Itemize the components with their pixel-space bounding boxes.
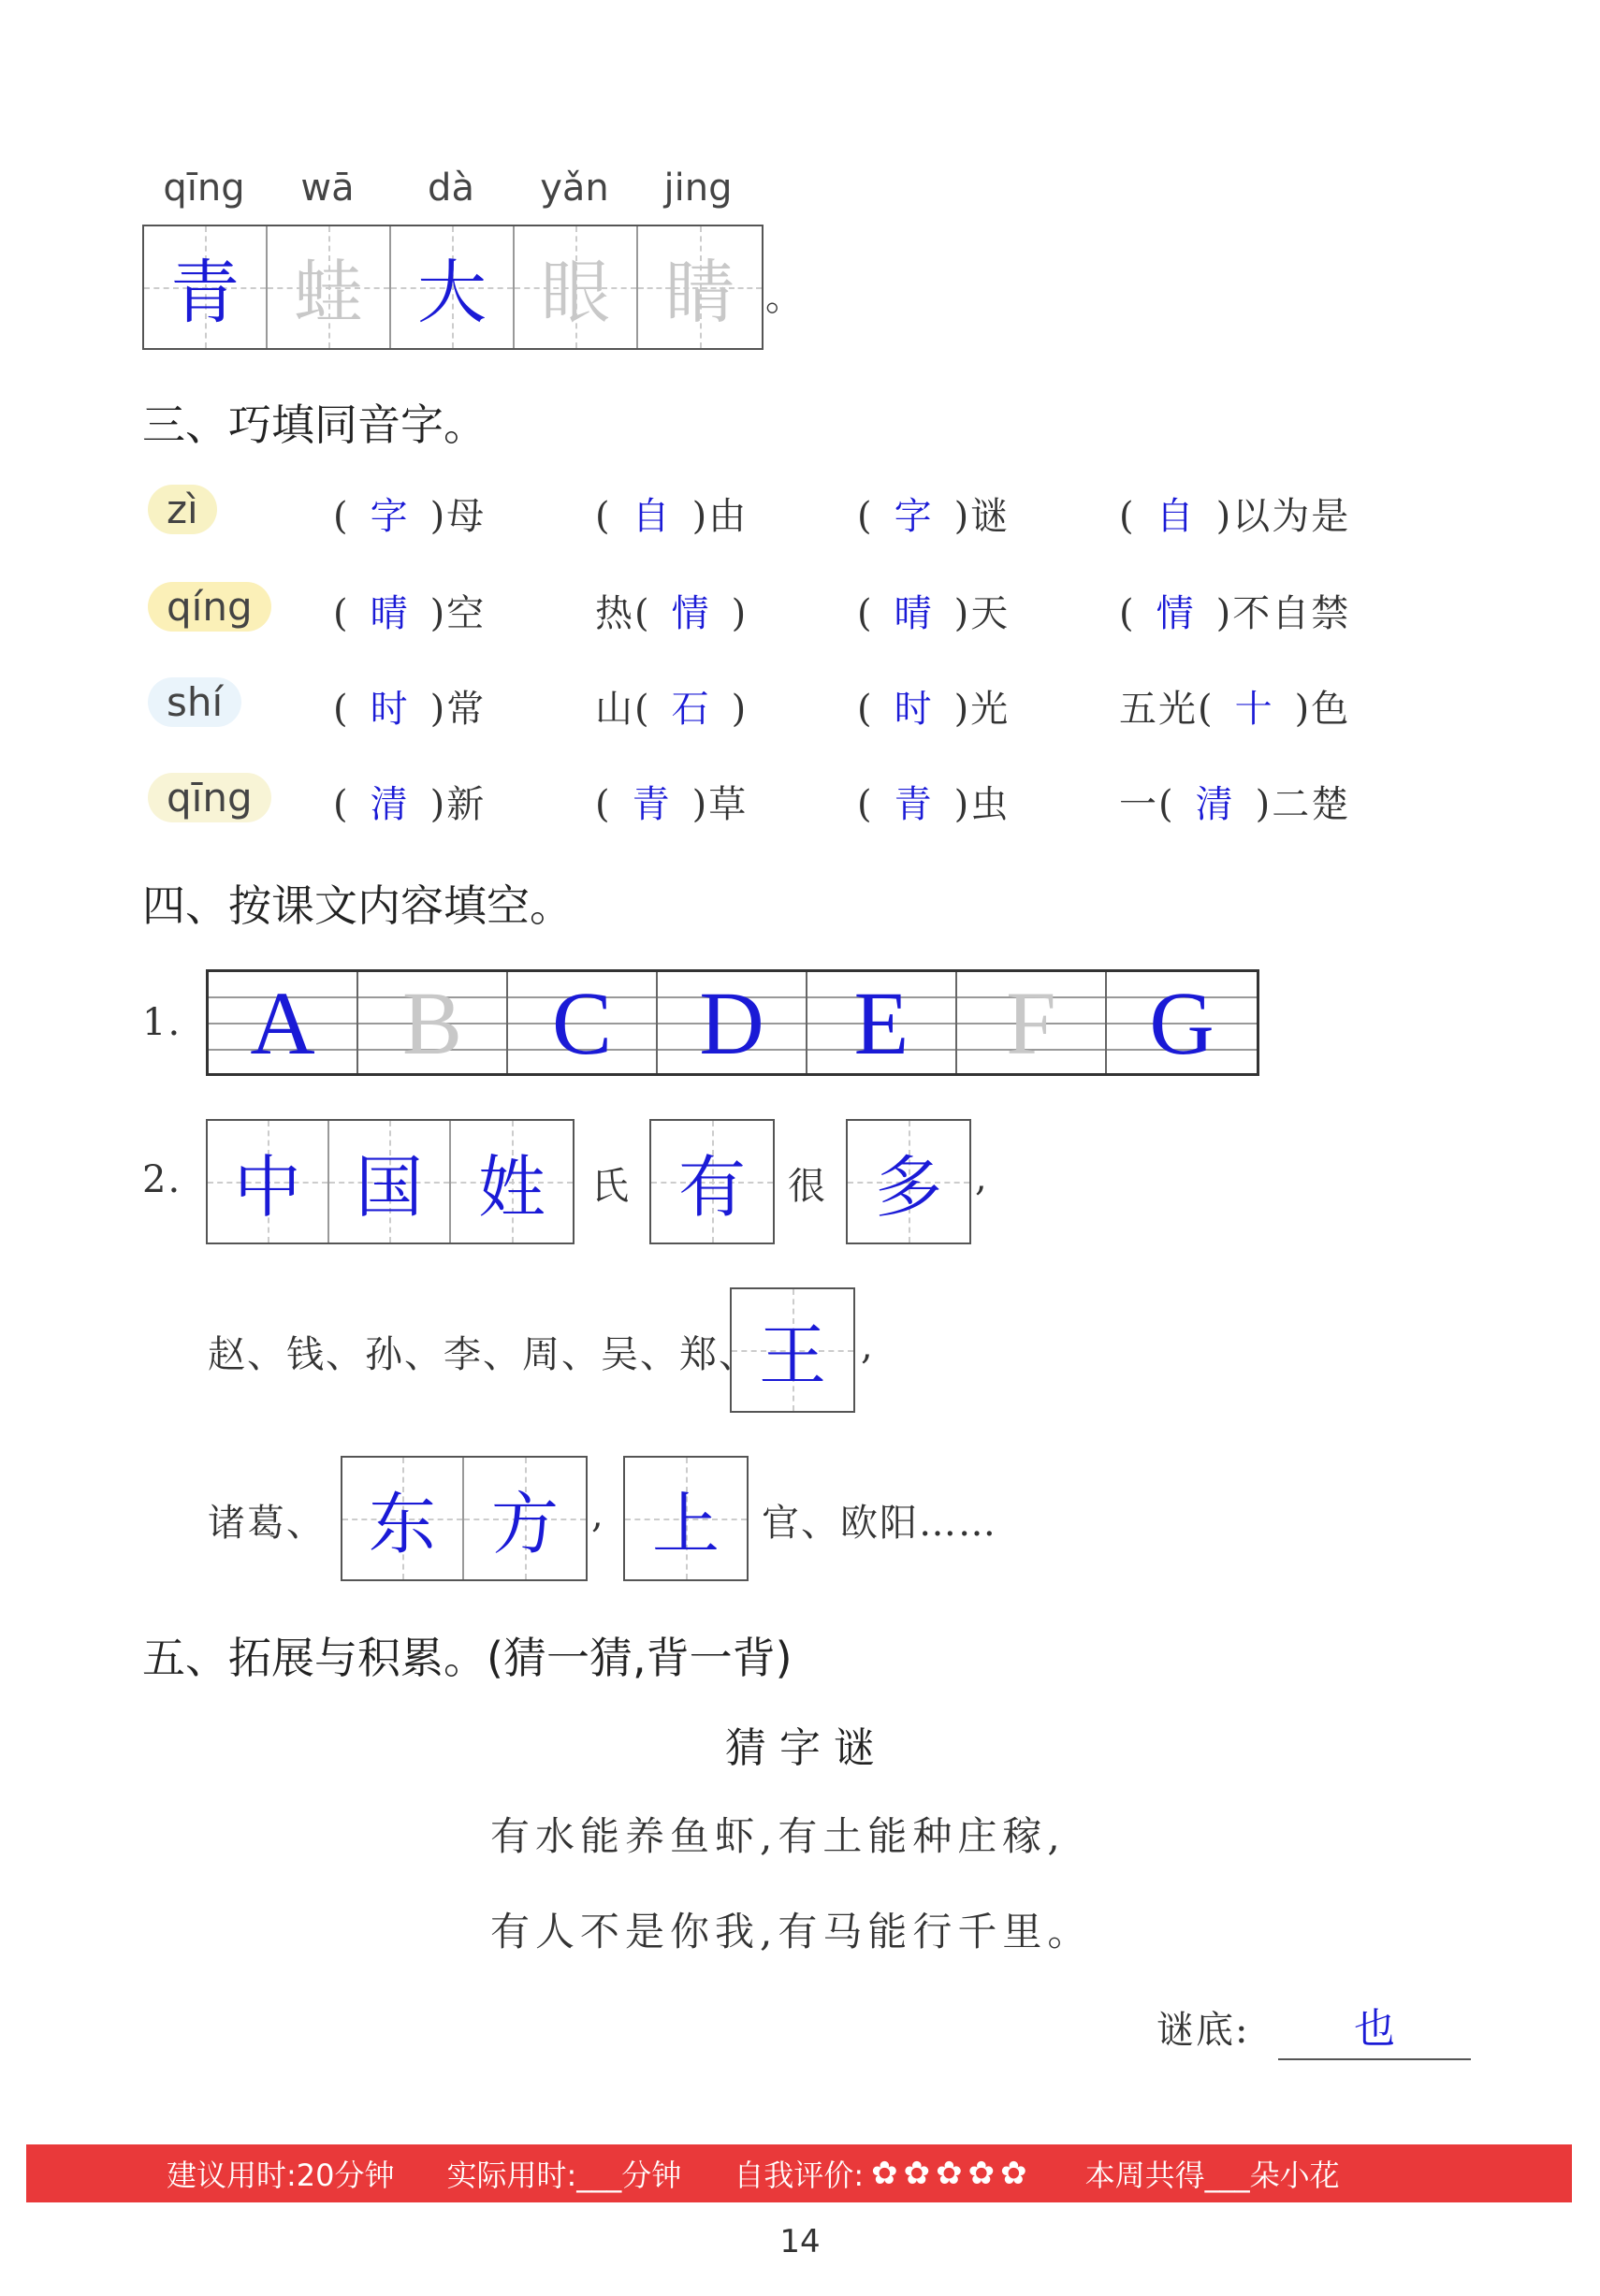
answer-blank[interactable]: 清 [1195, 783, 1235, 826]
grid-cell[interactable] [451, 1121, 573, 1242]
homophone-item [857, 775, 1010, 828]
grid-cell[interactable] [342, 1458, 464, 1579]
pinyin-1: qīng [163, 167, 245, 210]
grid-cell[interactable] [329, 1121, 451, 1242]
answer-blank[interactable]: 时 [894, 688, 934, 731]
q2-end: , [975, 1156, 989, 1199]
answer-blank[interactable]: 石 [671, 688, 711, 731]
section4-title: 四、按课文内容填空。 [142, 880, 573, 931]
pinyin-badge: zì [148, 485, 217, 534]
answer-blank[interactable]: 晴 [894, 592, 934, 635]
q4-post: 官、欧阳…… [762, 1502, 997, 1545]
item-prefix: 山( [595, 688, 651, 731]
homophone-item [595, 775, 748, 828]
grid-cell[interactable] [625, 1458, 747, 1579]
homophone-item [333, 679, 486, 733]
answer-label: 谜底: [1156, 2009, 1250, 2052]
homophone-item [857, 487, 1010, 540]
item-suffix: ) [731, 688, 749, 731]
item-prefix: ( [857, 688, 874, 731]
grid-cell[interactable] [144, 226, 268, 348]
letter: D [699, 972, 764, 1073]
flower-icon[interactable]: ✿ [936, 2155, 963, 2192]
homophone-item [1119, 487, 1350, 540]
item-suffix: )虫 [953, 783, 1011, 826]
grid-cell[interactable] [638, 226, 762, 348]
answer-field[interactable]: 也 [1278, 1995, 1471, 2060]
answer-blank[interactable]: 十 [1234, 688, 1274, 731]
item-suffix: )谜 [953, 495, 1011, 538]
section5-title: 五、拓展与积累。(猜一猜,背一背) [142, 1633, 793, 1683]
grid-cell[interactable] [208, 1121, 329, 1242]
item-prefix: 五光( [1119, 688, 1215, 731]
letter-cell[interactable] [508, 972, 658, 1073]
pinyin-4: yǎn [540, 167, 609, 210]
q2-number: 2. [142, 1158, 182, 1201]
q2-box2 [649, 1119, 775, 1244]
letter-cell[interactable] [1107, 972, 1257, 1073]
item-suffix: )二楚 [1255, 783, 1351, 826]
item-prefix: ( [1119, 495, 1136, 538]
item-prefix: ( [333, 592, 350, 635]
item-prefix: ( [1119, 592, 1136, 635]
pinyin-badge: shí [148, 677, 241, 727]
answer-blank[interactable]: 自 [1156, 495, 1196, 538]
q2-box3 [846, 1119, 971, 1244]
letter-grid [206, 969, 1259, 1076]
q4-box2 [623, 1456, 749, 1581]
grid-char: 有 [677, 1148, 746, 1227]
page-number: 14 [779, 2223, 821, 2260]
q4-mid: , [591, 1493, 605, 1536]
grid-char: 青 [170, 253, 240, 333]
grid-cell[interactable] [391, 226, 515, 348]
poem-line-2: 有人不是你我,有马能行千里。 [490, 1909, 1093, 1955]
grid-char: 国 [355, 1148, 423, 1227]
item-prefix: ( [595, 495, 612, 538]
grid-char: 姓 [477, 1148, 545, 1227]
suggested-time: 建议用时:20分钟 [167, 2158, 395, 2193]
grid-char: 大 [417, 253, 487, 333]
item-prefix: 热( [595, 592, 651, 635]
rating-stars[interactable] [871, 2155, 1033, 2192]
item-suffix: )母 [429, 495, 487, 538]
letter-cell[interactable] [957, 972, 1107, 1073]
grid-char: 上 [651, 1485, 720, 1563]
flower-icon[interactable]: ✿ [903, 2155, 931, 2192]
letter: F [1006, 972, 1056, 1073]
letter-cell[interactable] [807, 972, 957, 1073]
q2-box1 [206, 1119, 575, 1244]
grid-char: 眼 [541, 253, 610, 333]
item-prefix: 一( [1119, 783, 1175, 826]
item-suffix: )光 [953, 688, 1011, 731]
answer-blank[interactable]: 字 [894, 495, 934, 538]
actual-time[interactable]: 实际用时:___分钟 [446, 2158, 682, 2193]
item-suffix: )草 [691, 783, 749, 826]
q2-text2: 很 [788, 1165, 827, 1208]
letter-cell[interactable] [358, 972, 508, 1073]
pinyin-badge: qíng [148, 582, 271, 632]
grid-char: 王 [758, 1316, 826, 1395]
homophone-item [333, 487, 486, 540]
item-suffix: )新 [429, 783, 487, 826]
homophone-item [857, 679, 1010, 733]
word-grid [142, 225, 764, 350]
homophone-item [595, 584, 748, 637]
grid-cell[interactable] [848, 1121, 969, 1242]
item-prefix: ( [857, 783, 874, 826]
q2-text1: 氏 [591, 1165, 631, 1208]
item-prefix: ( [333, 688, 350, 731]
item-prefix: ( [333, 783, 350, 826]
answer-blank[interactable]: 青 [632, 783, 672, 826]
poem-line-1: 有水能养鱼虾,有土能种庄稼, [490, 1813, 1066, 1859]
homophone-item [857, 584, 1010, 637]
item-suffix: )色 [1294, 688, 1351, 731]
item-suffix: )以为是 [1215, 495, 1351, 538]
item-prefix: ( [595, 783, 612, 826]
item-suffix: )空 [429, 592, 487, 635]
grid-cell[interactable] [732, 1289, 853, 1411]
item-suffix: ) [731, 592, 749, 635]
grid-cell[interactable] [464, 1458, 586, 1579]
answer-blank[interactable]: 情 [1156, 592, 1196, 635]
letter: G [1149, 972, 1215, 1073]
homophone-item [595, 679, 748, 733]
grid-cell[interactable] [651, 1121, 773, 1242]
letter-cell[interactable] [209, 972, 358, 1073]
pinyin-2: wā [300, 167, 355, 210]
grid-char: 中 [233, 1148, 301, 1227]
q3-text: 赵、钱、孙、李、周、吴、郑、 [208, 1333, 758, 1376]
grid-cell[interactable] [515, 226, 638, 348]
item-prefix: ( [857, 495, 874, 538]
q4-box1 [341, 1456, 588, 1581]
flower-icon[interactable]: ✿ [967, 2155, 996, 2192]
pinyin-3: dà [428, 167, 474, 210]
flower-icon[interactable]: ✿ [871, 2155, 898, 2192]
pinyin-badge: qīng [148, 773, 271, 822]
answer-blank[interactable]: 时 [370, 688, 410, 731]
pinyin-5: jing [663, 167, 733, 210]
grid-char: 睛 [665, 253, 735, 333]
pinyin-row [142, 167, 760, 210]
homophone-item [1119, 679, 1350, 733]
letter: C [551, 972, 613, 1073]
letter: E [853, 972, 909, 1073]
weekly-flowers: 本周共得___朵小花 [1084, 2158, 1340, 2193]
item-suffix: )由 [691, 495, 749, 538]
q3-box [730, 1287, 855, 1413]
poem-title: 猜 字 谜 [725, 1724, 875, 1772]
grid-cell[interactable] [268, 226, 391, 348]
self-eval-label: 自我评价: [734, 2158, 865, 2193]
item-suffix: )天 [953, 592, 1011, 635]
grid-char: 东 [368, 1485, 436, 1563]
homophone-item [333, 584, 486, 637]
grid-char: 多 [874, 1148, 942, 1227]
answer-blank[interactable]: 晴 [370, 592, 410, 635]
letter: A [250, 972, 315, 1073]
q1-number: 1. [142, 1001, 182, 1044]
flower-icon[interactable]: ✿ [1000, 2155, 1027, 2192]
grid-char: 蛙 [294, 253, 363, 333]
homophone-item [333, 775, 486, 828]
answer-blank[interactable]: 情 [671, 592, 711, 635]
homophone-item [1119, 584, 1350, 637]
item-prefix: ( [857, 592, 874, 635]
q3-end: , [861, 1325, 875, 1368]
footer-bar [26, 2144, 1572, 2202]
homophone-item [595, 487, 748, 540]
q4-pre: 诸葛、 [208, 1502, 326, 1545]
answer-blank[interactable]: 清 [370, 783, 410, 826]
end-punct: 。 [765, 276, 805, 319]
grid-char: 方 [490, 1485, 559, 1563]
answer-blank[interactable]: 青 [894, 783, 934, 826]
homophone-item [1119, 775, 1350, 828]
section3-title: 三、巧填同音字。 [142, 400, 487, 450]
letter: B [401, 972, 463, 1073]
letter-cell[interactable] [658, 972, 807, 1073]
item-suffix: )常 [429, 688, 487, 731]
self-evaluation [734, 2152, 1032, 2195]
answer-blank[interactable]: 字 [370, 495, 410, 538]
item-prefix: ( [333, 495, 350, 538]
answer-blank[interactable]: 自 [632, 495, 672, 538]
item-suffix: )不自禁 [1215, 592, 1351, 635]
